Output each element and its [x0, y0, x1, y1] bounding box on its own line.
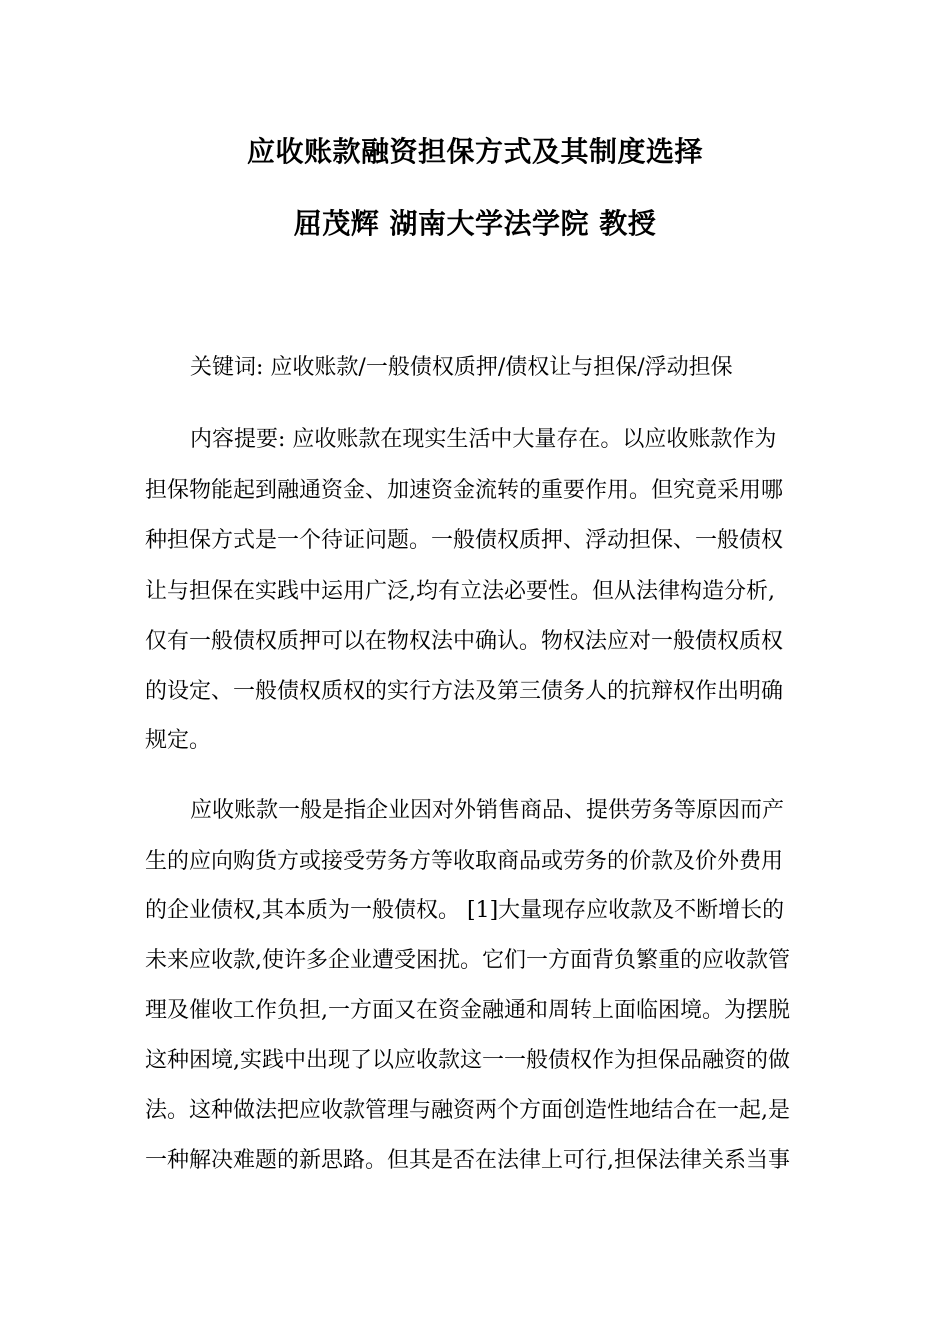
document-title: 应收账款融资担保方式及其制度选择 — [246, 135, 703, 168]
body-line: 的企业债权,其本质为一般债权。 [1]大量现存应收款及不断增长的 — [145, 898, 785, 923]
abstract-line: 让与担保在实践中运用广泛,均有立法必要性。但从法律构造分析, — [145, 579, 775, 604]
abstract-line: 内容提要: 应收账款在现实生活中大量存在。以应收账款作为 — [190, 427, 777, 452]
abstract-line: 的设定、一般债权质权的实行方法及第三债务人的抗辩权作出明确 — [145, 679, 784, 704]
abstract-line: 仅有一般债权质押可以在物权法中确认。物权法应对一般债权质权 — [145, 629, 784, 654]
body-line: 一种解决难题的新思路。但其是否在法律上可行,担保法律关系当事 — [145, 1148, 790, 1173]
body-line: 理及催收工作负担,一方面又在资金融通和周转上面临困境。为摆脱 — [145, 998, 790, 1023]
abstract-line: 担保物能起到融通资金、加速资金流转的重要作用。但究竟采用哪 — [145, 478, 784, 503]
body-line: 法。这种做法把应收款管理与融资两个方面创造性地结合在一起,是 — [145, 1098, 790, 1123]
body-line: 未来应收款,使许多企业遭受困扰。它们一方面背负繁重的应收款管 — [145, 948, 790, 973]
body-line: 应收账款一般是指企业因对外销售商品、提供劳务等原因而产 — [190, 798, 785, 823]
body-line: 生的应向购货方或接受劳务方等收取商品或劳务的价款及价外费用 — [145, 849, 784, 874]
abstract-line: 规定。 — [145, 728, 212, 753]
abstract-line: 种担保方式是一个待证问题。一般债权质押、浮动担保、一般债权 — [145, 528, 784, 553]
keywords-line: 关键词: 应收账款/一般债权质押/债权让与担保/浮动担保 — [190, 355, 733, 380]
body-line: 这种困境,实践中出现了以应收款这一一般债权作为担保品融资的做 — [145, 1048, 790, 1073]
author-line: 屈茂辉 湖南大学法学院 教授 — [293, 207, 657, 240]
